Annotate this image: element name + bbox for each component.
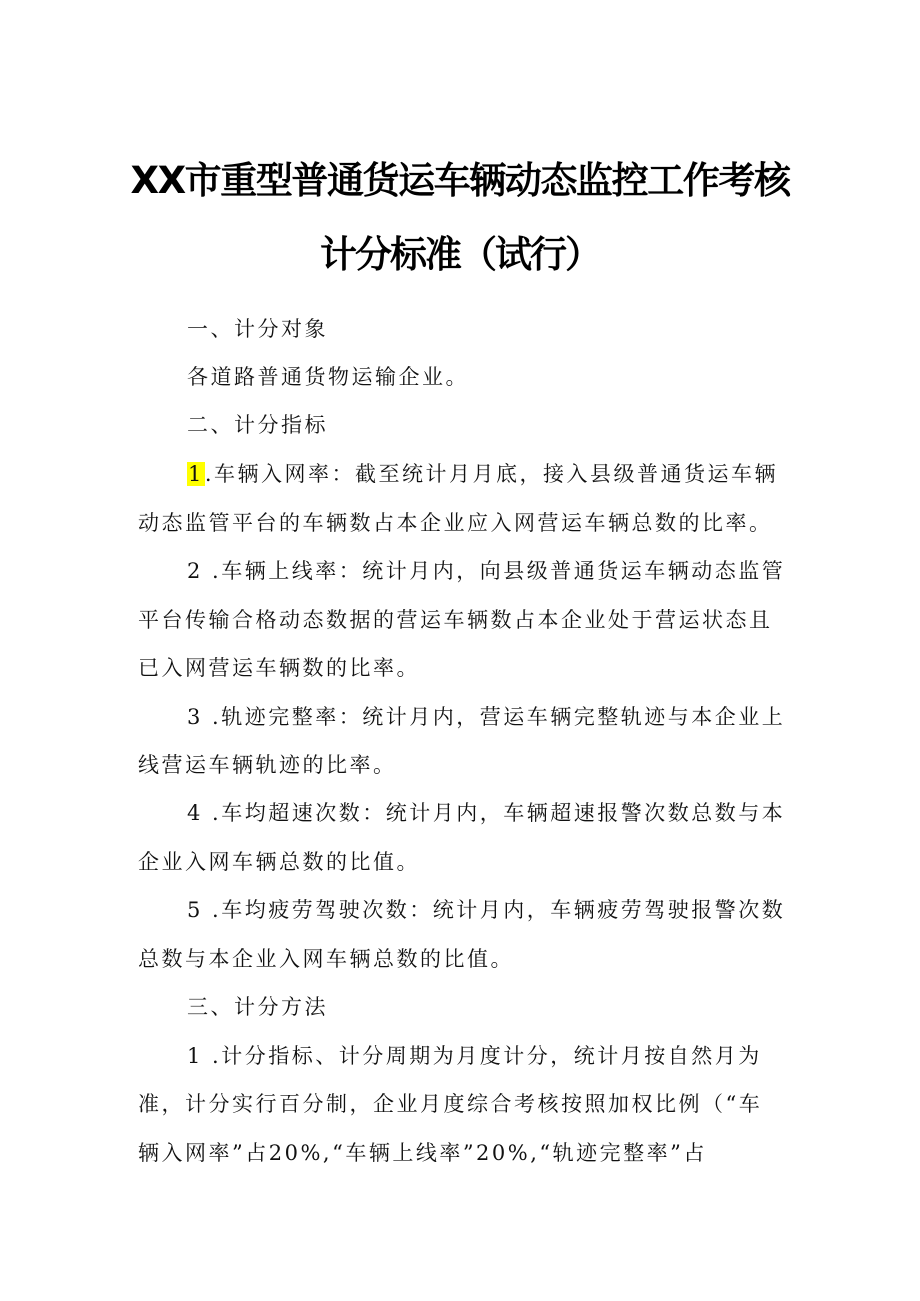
item-4-line-2: 企业入网车辆总数的比值。 [138, 850, 420, 874]
item-5-line-2: 总数与本企业入网车辆总数的比值。 [138, 947, 514, 971]
item-5-line-1: 5 .车均疲劳驾驶次数：统计月内，车辆疲劳驾驶报警次数 [187, 898, 786, 922]
section-2-heading: 二、计分指标 [187, 413, 328, 437]
item-3-line-1: 3 .轨迹完整率：统计月内，营运车辆完整轨迹与本企业上 [187, 705, 786, 729]
item-1-line-1 [187, 459, 778, 489]
section-1-body: 各道路普通货物运输企业。 [187, 365, 469, 389]
item-2-line-1: 2 .车辆上线率：统计月内，向县级普通货运车辆动态监管 [187, 559, 786, 583]
section-3-heading: 三、计分方法 [187, 995, 328, 1019]
method-1-line-1: 1 .计分指标、计分周期为月度计分，统计月按自然月为 [187, 1044, 762, 1068]
item-1-number-highlight: 1 [188, 462, 204, 486]
document-title-line-2: 计分标准（试行） [320, 233, 600, 276]
item-1-line-2: 动态监管平台的车辆数占本企业应入网营运车辆总数的比率。 [138, 511, 773, 535]
item-1-text: .车辆入网率：截至统计月月底，接入县级普通货运车辆 [204, 462, 779, 486]
item-4-line-1: 4 .车均超速次数：统计月内，车辆超速报警次数总数与本 [187, 801, 786, 825]
item-3-line-2: 线营运车辆轨迹的比率。 [138, 753, 397, 777]
method-1-line-3: 辆入网率”占20%,“车辆上线率”20%,“轨迹完整率”占 [138, 1141, 707, 1165]
item-2-line-3: 已入网营运车辆数的比率。 [138, 656, 420, 680]
section-1-heading: 一、计分对象 [187, 317, 328, 341]
item-2-line-2: 平台传输合格动态数据的营运车辆数占本企业处于营运状态且 [138, 608, 773, 632]
document-title-line-1: XX市重型普通货运车辆动态监控工作考核 [130, 159, 790, 202]
method-1-line-2: 准，计分实行百分制，企业月度综合考核按照加权比例（“车 [138, 1092, 763, 1116]
